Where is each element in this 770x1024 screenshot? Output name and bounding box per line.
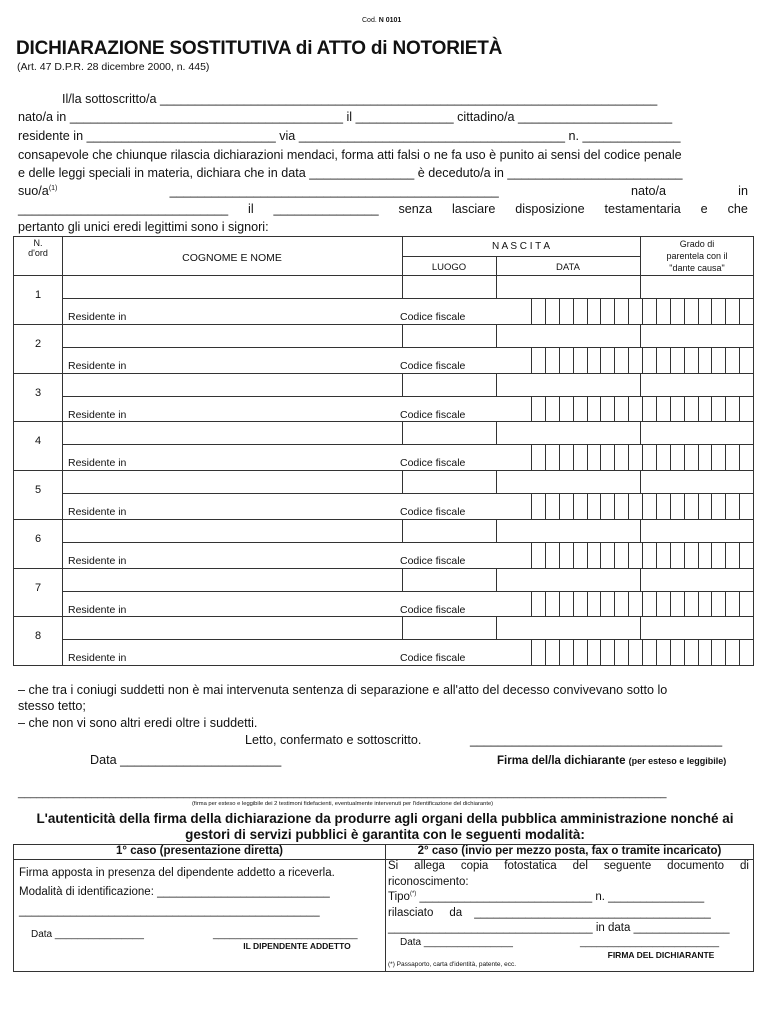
case2-issue-date-field[interactable]: ________________________________ in data _______________ (388, 922, 730, 934)
col-date-header: DATA (556, 262, 580, 273)
fiscal-code-box[interactable] (725, 591, 726, 617)
fiscal-code-box[interactable] (711, 444, 712, 470)
deceased-line[interactable] (18, 184, 748, 202)
fiscal-code-box[interactable] (614, 347, 615, 373)
declarant-name-line[interactable]: Il/la sottoscritto/a _______________________________________________________________________ (62, 92, 658, 106)
heir-row (14, 324, 753, 373)
case1-identification-field-2[interactable]: _______________________________________________ (19, 905, 320, 917)
fiscal-code-box[interactable] (711, 493, 712, 519)
fiscal-code-box[interactable] (614, 591, 615, 617)
residence-label: Residente in (68, 506, 127, 518)
row-number: 8 (34, 630, 42, 643)
fiscal-code-box[interactable] (711, 639, 712, 665)
fiscal-code-box[interactable] (670, 639, 671, 665)
fiscal-code-box[interactable] (698, 639, 699, 665)
separation-statement: – che tra i coniugi suddetti non è mai intervenuta sentenza di separazione e all'atto del decesso convivevano sotto lo (18, 683, 668, 697)
fiscal-code-box[interactable] (642, 347, 643, 373)
residence-label: Residente in (68, 554, 127, 567)
case1-date-field[interactable]: Data ________________ (31, 929, 144, 940)
col-number-header: N. d'ord (28, 238, 48, 258)
case2-document-type-field[interactable]: Tipo(*) ___________________________ n. _______________ (388, 891, 705, 903)
fiscal-code-box[interactable] (587, 639, 588, 665)
fiscal-code-box[interactable] (684, 396, 685, 422)
fiscal-code-box[interactable] (545, 542, 546, 568)
deceased-name-blank: _______________________________________________ (169, 184, 499, 198)
heir-row (14, 275, 753, 324)
fiscal-code-box[interactable] (587, 542, 588, 568)
fiscal-code-label: Codice fiscale (400, 311, 466, 323)
heirs-table (13, 236, 754, 666)
case1-sign-line[interactable]: __________________________ (213, 929, 358, 940)
fiscal-code-box[interactable] (725, 444, 726, 470)
fiscal-code-box[interactable] (573, 298, 574, 324)
code-value: N 0101 (378, 17, 402, 24)
fiscal-code-box[interactable] (628, 396, 629, 422)
signature-line[interactable]: ____________________________________ (470, 733, 723, 747)
fiscal-code-box[interactable] (739, 639, 740, 665)
col-place-header: LUOGO (431, 262, 467, 273)
fiscal-code-box[interactable] (614, 396, 615, 422)
deceased-birth-line[interactable]: ______________________________ il _______________ senza lasciare disposizione testamentaria e che (18, 202, 748, 216)
fiscal-code-box[interactable] (614, 542, 615, 568)
fiscal-code-box[interactable] (698, 591, 699, 617)
fiscal-code-box[interactable] (656, 493, 657, 519)
authentication-heading-2: gestori di servizi pubblici è garantita con le seguenti modalità: (185, 827, 585, 842)
fiscal-code-box[interactable] (642, 493, 643, 519)
fiscal-code-box[interactable] (670, 444, 671, 470)
fiscal-code-box[interactable] (656, 347, 657, 373)
heir-row (14, 470, 753, 519)
residence-label: Residente in (68, 408, 127, 421)
fiscal-code-box[interactable] (698, 493, 699, 519)
case2-attach-line: Si allega copia fotostatica del seguente documento di (388, 860, 749, 872)
fiscal-code-label: Codice fiscale (400, 652, 466, 665)
signature-label: Firma del/la dichiarante (per esteso e leggibile) (497, 755, 727, 767)
fiscal-code-box[interactable] (573, 639, 574, 665)
fiscal-code-box[interactable] (684, 591, 685, 617)
fiscal-code-box[interactable] (559, 347, 560, 373)
fiscal-code-box[interactable] (711, 542, 712, 568)
fiscal-code-box[interactable] (628, 347, 629, 373)
fiscal-code-label: Codice fiscale (400, 457, 466, 470)
deceased-in-label: in (738, 184, 748, 198)
fiscal-code-box[interactable] (684, 493, 685, 519)
fiscal-code-box[interactable] (711, 347, 712, 373)
heir-row (14, 519, 753, 568)
fiscal-code-box[interactable] (628, 298, 629, 324)
fiscal-code-box[interactable] (587, 347, 588, 373)
heir-row (14, 568, 753, 617)
fiscal-code-box[interactable] (642, 396, 643, 422)
fiscal-code-box[interactable] (725, 493, 726, 519)
case2-date-field[interactable]: Data ________________ (400, 937, 513, 948)
fiscal-code-box[interactable] (545, 639, 546, 665)
fiscal-code-box[interactable] (670, 542, 671, 568)
fiscal-code-box[interactable] (670, 396, 671, 422)
fiscal-code-box[interactable] (739, 591, 740, 617)
residence-label: Residente in (68, 457, 127, 470)
residence-label: Residente in (68, 603, 127, 616)
fiscal-code-box[interactable] (573, 493, 574, 519)
heir-row (14, 373, 753, 422)
fiscal-code-box[interactable] (600, 444, 601, 470)
fiscal-code-box[interactable] (684, 639, 685, 665)
row-number: 5 (34, 484, 42, 496)
col-birth-header: N A S C I T A (492, 241, 550, 252)
fiscal-code-box[interactable] (559, 493, 560, 519)
fiscal-code-box[interactable] (642, 444, 643, 470)
fiscal-code-label: Codice fiscale (400, 506, 466, 518)
residence-label: Residente in (68, 652, 127, 665)
fiscal-code-box[interactable] (614, 639, 615, 665)
birth-line[interactable]: nato/a in _______________________________________ il ______________ cittadino/a ______________________ (18, 110, 673, 124)
deceased-born-label: nato/a (630, 184, 666, 198)
fiscal-code-box[interactable] (684, 347, 685, 373)
fiscal-code-box[interactable] (600, 396, 601, 422)
fiscal-code-box[interactable] (698, 542, 699, 568)
case1-identification-field[interactable]: Modalità di identificazione: ___________________________ (19, 886, 330, 898)
fiscal-code-box[interactable] (725, 396, 726, 422)
fiscal-code-box[interactable] (559, 298, 560, 324)
fiscal-code-box[interactable] (587, 591, 588, 617)
document-code (362, 17, 401, 24)
statement-line: consapevole che chiunque rilascia dichiarazioni mendaci, forma atti falsi o ne fa uso è punito ai sensi del codice penale (18, 148, 682, 162)
fiscal-code-box[interactable] (545, 298, 546, 324)
residence-label: Residente in (68, 311, 127, 323)
fiscal-code-box[interactable] (587, 444, 588, 470)
fiscal-code-box[interactable] (725, 542, 726, 568)
fiscal-code-box[interactable] (614, 493, 615, 519)
fiscal-code-box[interactable] (587, 396, 588, 422)
fiscal-code-box[interactable] (739, 347, 740, 373)
case1-presence-text: Firma apposta in presenza del dipendente addetto a riceverla. (19, 867, 335, 879)
authentication-cases-table (13, 844, 754, 972)
fiscal-code-box[interactable] (600, 639, 601, 665)
fiscal-code-box[interactable] (698, 298, 699, 324)
case1-title: 1° caso (presentazione diretta) (116, 845, 283, 857)
heir-row (14, 421, 753, 470)
fiscal-code-box[interactable] (642, 639, 643, 665)
fiscal-code-box[interactable] (698, 396, 699, 422)
fiscal-code-box[interactable] (628, 639, 629, 665)
fiscal-code-label: Codice fiscale (400, 408, 466, 421)
fiscal-code-box[interactable] (628, 444, 629, 470)
residence-label: Residente in (68, 359, 127, 372)
row-number: 2 (34, 337, 42, 350)
row-number: 3 (34, 386, 42, 399)
col-name-header: COGNOME E NOME (182, 252, 282, 264)
authentication-heading-1: L'autenticità della firma della dichiarazione da produrre agli organi della pubblica amministrazione nonché ai (36, 811, 734, 826)
case2-issued-by-field[interactable]: rilasciato da _____________________________________ (388, 907, 711, 919)
fiscal-code-box[interactable] (670, 493, 671, 519)
fiscal-code-box[interactable] (628, 493, 629, 519)
row-number: 4 (34, 435, 42, 448)
fiscal-code-box[interactable] (600, 347, 601, 373)
fiscal-code-box[interactable] (711, 298, 712, 324)
fiscal-code-box[interactable] (670, 347, 671, 373)
code-label: Cod. (362, 17, 377, 24)
fiscal-code-box[interactable] (656, 639, 657, 665)
fiscal-code-box[interactable] (739, 396, 740, 422)
fiscal-code-box[interactable] (656, 591, 657, 617)
fiscal-code-box[interactable] (587, 493, 588, 519)
fiscal-code-box[interactable] (545, 591, 546, 617)
fiscal-code-box[interactable] (573, 542, 574, 568)
fiscal-code-box[interactable] (573, 591, 574, 617)
fiscal-code-box[interactable] (739, 298, 740, 324)
fiscal-code-box[interactable] (739, 542, 740, 568)
witness-signature-line[interactable]: __________________________________________________________________________________________________________ (18, 787, 667, 799)
fiscal-code-box[interactable] (739, 493, 740, 519)
fiscal-code-box[interactable] (725, 298, 726, 324)
heir-row (14, 616, 753, 665)
fiscal-code-box[interactable] (614, 444, 615, 470)
fiscal-code-label: Codice fiscale (400, 554, 466, 567)
fiscal-code-box[interactable] (600, 493, 601, 519)
page-subtitle: (Art. 47 D.P.R. 28 dicembre 2000, n. 445) (17, 61, 210, 73)
row-number: 1 (34, 289, 42, 301)
fiscal-code-box[interactable] (545, 347, 546, 373)
fiscal-code-box[interactable] (545, 444, 546, 470)
fiscal-code-box[interactable] (642, 591, 643, 617)
fiscal-code-box[interactable] (711, 396, 712, 422)
fiscal-code-box[interactable] (559, 639, 560, 665)
fiscal-code-box[interactable] (614, 298, 615, 324)
case2-declarant-label: FIRMA DEL DICHIARANTE (607, 950, 715, 960)
fiscal-code-box[interactable] (559, 444, 560, 470)
residence-line[interactable]: residente in ___________________________ via ______________________________________ n. ______________ (18, 129, 681, 143)
fiscal-code-box[interactable] (573, 444, 574, 470)
case2-footnote: (*) Passaporto, carta d'identità, patente, ecc. (388, 961, 517, 968)
case1-employee-label: IL DIPENDENTE ADDETTO (243, 941, 351, 951)
fiscal-code-box[interactable] (545, 493, 546, 519)
fiscal-code-box[interactable] (587, 298, 588, 324)
fiscal-code-box[interactable] (711, 591, 712, 617)
heirs-intro: pertanto gli unici eredi legittimi sono i signori: (18, 220, 269, 234)
fiscal-code-box[interactable] (725, 347, 726, 373)
fiscal-code-box[interactable] (600, 591, 601, 617)
date-field[interactable]: Data _______________________ (90, 753, 282, 767)
fiscal-code-box[interactable] (670, 591, 671, 617)
fiscal-code-box[interactable] (628, 591, 629, 617)
fiscal-code-box[interactable] (684, 542, 685, 568)
fiscal-code-label: Codice fiscale (400, 603, 466, 616)
fiscal-code-box[interactable] (684, 444, 685, 470)
fiscal-code-box[interactable] (642, 542, 643, 568)
fiscal-code-box[interactable] (600, 542, 601, 568)
fiscal-code-box[interactable] (656, 298, 657, 324)
row-number: 7 (34, 581, 42, 594)
case2-recognition-label: riconoscimento: (388, 876, 469, 888)
death-line[interactable]: e delle leggi speciali in materia, dichiara che in data _______________ è deceduto/a in _________________________ (18, 166, 683, 180)
fiscal-code-box[interactable] (642, 298, 643, 324)
fiscal-code-box[interactable] (698, 444, 699, 470)
fiscal-code-box[interactable] (684, 298, 685, 324)
row-number: 6 (34, 532, 42, 545)
fiscal-code-box[interactable] (739, 444, 740, 470)
witness-note: (firma per esteso e leggibile dei 2 testimoni fidefacienti, eventualmente intervenuti per l'identificazione del dichiarante) (192, 801, 494, 807)
col-relation-header: Grado di parentela con il "dante causa" (666, 239, 728, 273)
fiscal-code-box[interactable] (545, 396, 546, 422)
fiscal-code-label: Codice fiscale (400, 359, 466, 372)
no-other-heirs-statement: – che non vi sono altri eredi oltre i suddetti. (18, 716, 258, 730)
fiscal-code-box[interactable] (600, 298, 601, 324)
fiscal-code-box[interactable] (559, 542, 560, 568)
fiscal-code-box[interactable] (628, 542, 629, 568)
fiscal-code-box[interactable] (573, 347, 574, 373)
fiscal-code-box[interactable] (656, 396, 657, 422)
fiscal-code-box[interactable] (559, 591, 560, 617)
fiscal-code-box[interactable] (573, 396, 574, 422)
fiscal-code-box[interactable] (725, 639, 726, 665)
fiscal-code-box[interactable] (698, 347, 699, 373)
case2-sign-line[interactable]: _________________________ (580, 937, 720, 948)
separation-statement-cont: stesso tetto; (18, 699, 86, 713)
case2-title: 2° caso (invio per mezzo posta, fax o tramite incaricato) (417, 845, 722, 857)
page-title: DICHIARAZIONE SOSTITUTIVA di ATTO di NOTORIETÀ (16, 38, 503, 59)
deceased-relation: suo/$a^{(1)}$ (18, 184, 58, 198)
fiscal-code-box[interactable] (656, 444, 657, 470)
confirmed-text: Letto, confermato e sottoscritto. (245, 733, 422, 747)
fiscal-code-box[interactable] (670, 298, 671, 324)
fiscal-code-box[interactable] (559, 396, 560, 422)
fiscal-code-box[interactable] (656, 542, 657, 568)
